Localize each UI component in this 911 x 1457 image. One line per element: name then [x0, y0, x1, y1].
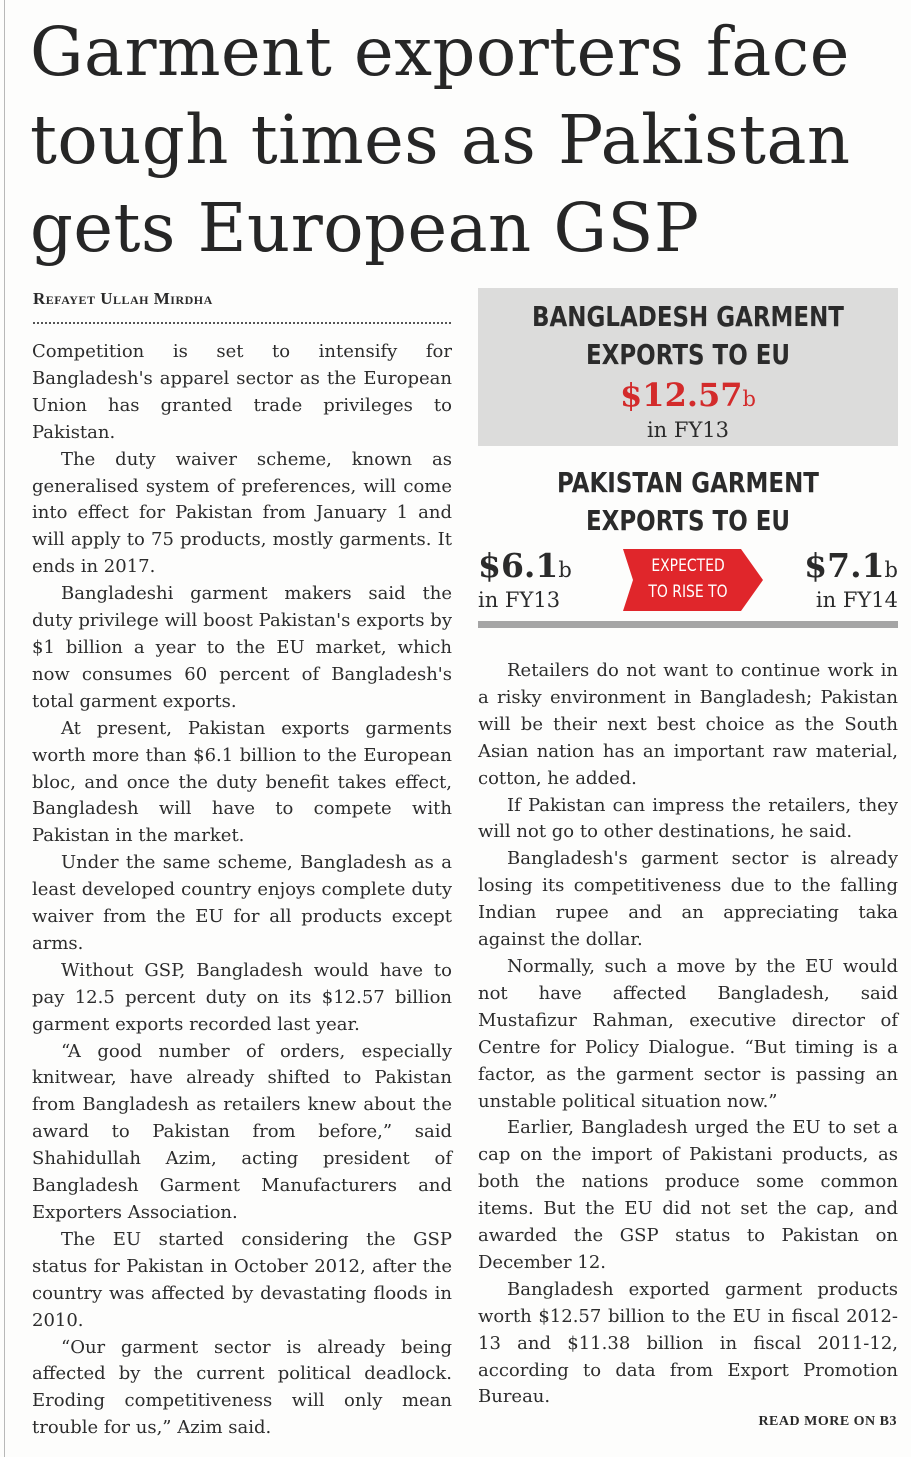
expected-rise-line2: TO RISE TO	[648, 582, 728, 602]
bangladesh-exports-title-line2: EXPORTS TO EU	[585, 338, 791, 371]
paragraph: “Our garment sector is already being affected by the current political deadlock. Eroding competitiveness will only mean trouble for us,” Azim said.	[32, 1336, 452, 1439]
expected-rise-line1: EXPECTED	[651, 556, 725, 576]
pakistan-current-value	[478, 546, 572, 585]
paragraph: Earlier, Bangladesh urged the EU to set a cap on the import of Pakistani products, as both the nations produce some common items. But the EU did not set the cap, and awarded the GSP status to Pakistan on December 12.	[478, 1117, 898, 1273]
bangladesh-value-number: $12.57	[620, 376, 743, 414]
pakistan-exports-title-line1: PAKISTAN GARMENT	[557, 466, 819, 499]
pakistan-future-value	[804, 546, 898, 585]
pakistan-future-number: $7.1	[804, 546, 885, 585]
paragraph: The duty waiver scheme, known as generalised system of preferences, will come into effect for Pakistan from January 1 and will apply to 75 products, mostly garments. It ends in 2017.	[32, 448, 452, 578]
expected-rise-label	[645, 553, 730, 605]
pakistan-future-unit: b	[884, 558, 898, 582]
paragraph: Without GSP, Bangladesh would have to pay 12.5 percent duty on its $12.57 billion garment exports recorded last year.	[32, 959, 452, 1035]
pakistan-exports-title-line2: EXPORTS TO EU	[585, 504, 791, 537]
bangladesh-exports-value	[478, 376, 898, 414]
byline: Refayet Ullah Mirdha	[33, 289, 213, 308]
infographic-bottom-rule	[478, 621, 898, 628]
paragraph: Bangladeshi garment makers said the duty privilege will boost Pakistan's exports by $1 billion a year to the EU market, which now consumes 60 percent of Bangladesh's total garment exports.	[32, 583, 452, 712]
pakistan-current-unit: b	[558, 558, 572, 582]
paragraph: If Pakistan can impress the retailers, they will not go to other destinations, he said.	[478, 794, 898, 843]
paragraph: Bangladesh's garment sector is already losing its competitiveness due to the falling Indian rupee and an appreciating taka against the dollar.	[478, 848, 898, 951]
bangladesh-exports-period: in FY13	[646, 418, 730, 442]
paragraph: Retailers do not want to continue work in a risky environment in Bangladesh; Pakistan will be their next best choice as the South Asian nation has an important raw material, cotton, he added.	[478, 660, 898, 789]
headline: Garment exporters face tough times as Pakistan gets European GSP	[30, 13, 851, 267]
article-column-right	[478, 658, 898, 1411]
pakistan-current-number: $6.1	[478, 546, 559, 585]
paragraph: Bangladesh exported garment products worth $12.57 billion to the EU in fiscal 2012-13 and $11.38 billion in fiscal 2011-12, according to data from Export Promotion Bureau.	[478, 1278, 898, 1408]
bangladesh-exports-title-line1: BANGLADESH GARMENT	[532, 300, 844, 333]
paragraph: Normally, such a move by the EU would not have affected Bangladesh, said Mustafizur Rahman, executive director of Centre for Policy Dialogue. “But timing is a factor, as the garment sector is passing an unstable political situation now.”	[478, 955, 898, 1112]
page-edge-rule	[4, 0, 5, 1457]
byline-divider	[33, 322, 451, 324]
paragraph: “A good number of orders, especially knitwear, have already shifted to Pakistan from Bangladesh as retailers knew about the award to Pakistan from before,” said Shahidullah Azim, acting president of Bangladesh Garment Manufacturers and Exporters Association.	[32, 1040, 452, 1223]
paragraph: The EU started considering the GSP status for Pakistan in October 2012, after the country was affected by devastating floods in 2010.	[32, 1228, 452, 1331]
paragraph: At present, Pakistan exports garments worth more than $6.1 billion to the European bloc, and once the duty benefit takes effect, Bangladesh will have to compete with Pakistan in the market.	[32, 717, 452, 847]
read-more-link[interactable]: READ MORE ON B3	[758, 1414, 897, 1429]
paragraph: Competition is set to intensify for Bangladesh's apparel sector as the European Union has granted trade privileges to Pakistan.	[32, 341, 452, 443]
pakistan-future-period: in FY14	[815, 588, 898, 612]
paragraph: Under the same scheme, Bangladesh as a least developed country enjoys complete duty waiver from the EU for all products except arms.	[32, 852, 452, 954]
pakistan-current-period: in FY13	[478, 588, 561, 612]
bangladesh-value-unit: b	[742, 387, 756, 411]
article-column-left	[32, 339, 452, 1442]
